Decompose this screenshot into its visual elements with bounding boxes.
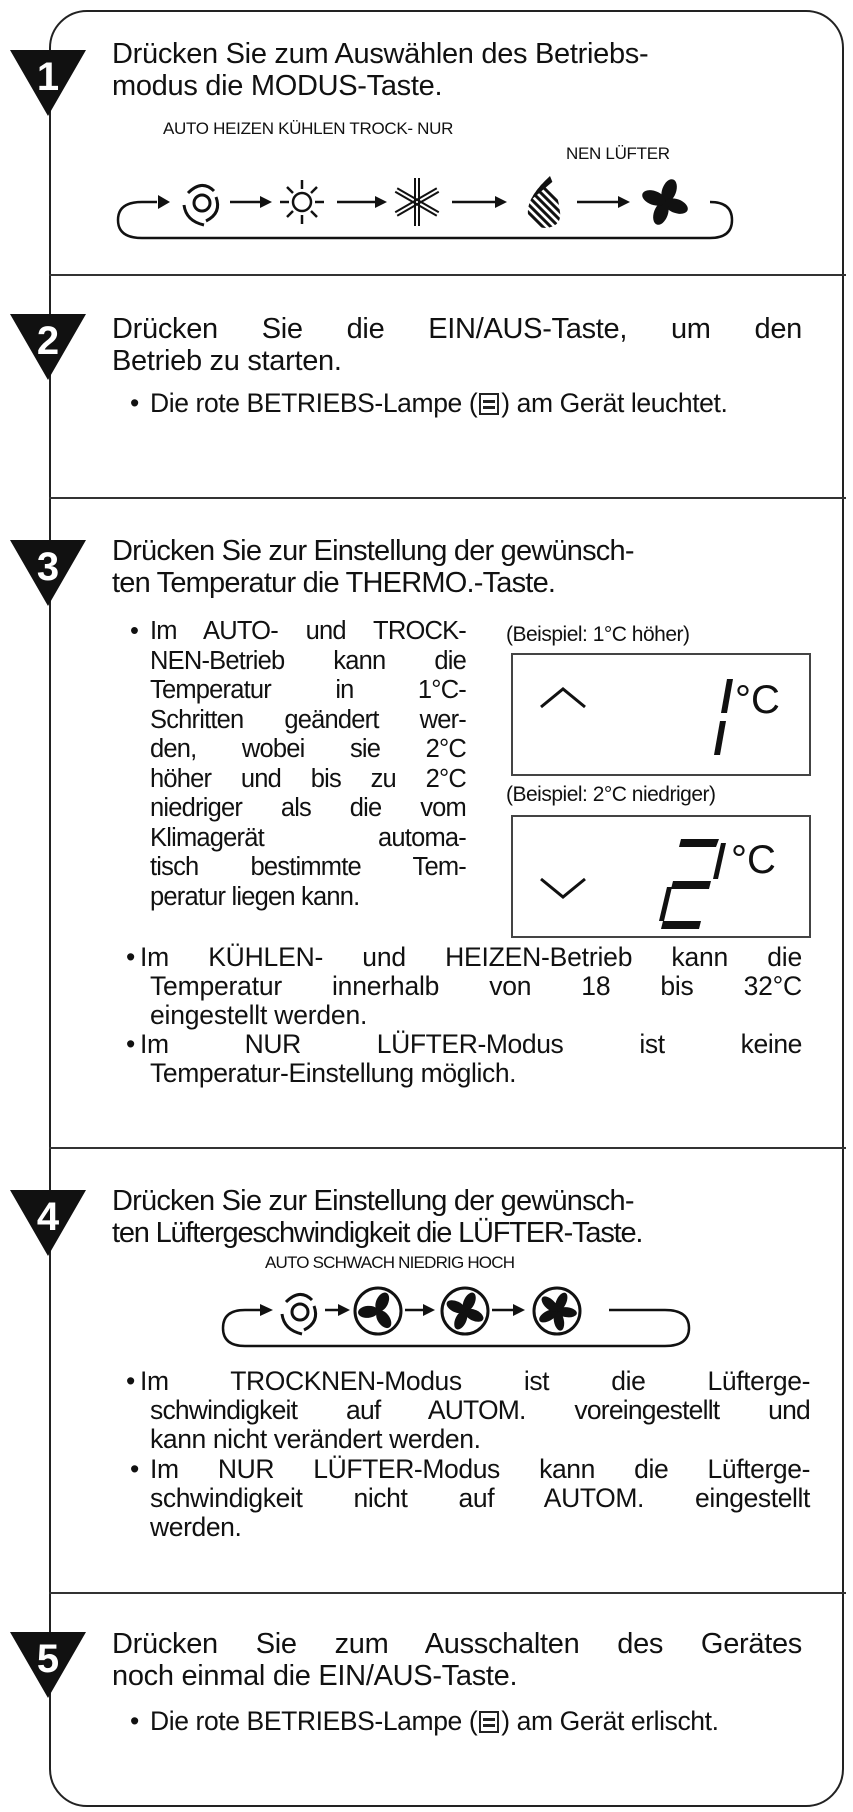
unit-celsius: °C [735,678,780,722]
bullet-line: tisch bestimmte Tem- [150,853,466,881]
step-3-bullet-cool-heat [126,942,802,1030]
lcd-digit-2 [659,839,726,929]
bullet-text-before: Die rote BETRIEBS-Lampe ( [150,1706,478,1736]
step-badge-4 [8,1188,88,1258]
lcd-display-higher [511,653,811,776]
bullet-line: den, wobei sie 2°C [150,735,466,763]
fan-icon [640,177,690,227]
auto-swirl-icon [184,185,218,225]
bullet-line: Temperatur innerhalb von 18 bis 32°C [150,971,802,1001]
bullet-dot: • [130,388,139,418]
heading-line: noch einmal die EIN/AUS-Taste. [112,1660,518,1692]
step-4-heading [112,1185,802,1249]
step-badge-1 [8,48,88,118]
operation-lamp-icon [479,1711,499,1733]
step-1-heading [112,38,802,102]
heading-line: Drücken Sie zur Einstellung der gewünsch- [112,1185,634,1217]
mode-labels-row1: AUTO HEIZEN KÜHLEN TROCK- NUR [163,119,454,138]
arrow-down-icon [541,879,585,897]
divider-3-4 [49,1147,846,1149]
heading-line: modus die MODUS-Taste. [112,70,443,102]
fan-low-icon [353,1288,401,1334]
step-2-bullet [130,388,800,418]
bullet-line: werden. [150,1512,242,1542]
heading-line: Drücken Sie zur Einstellung der gewünsch- [112,535,634,567]
step-number-5: 5 [36,1637,60,1681]
bullet-line: Im NUR LÜFTER-Modus kann die Lüfterge- [150,1454,810,1484]
bullet-line: höher und bis zu 2°C [150,764,466,793]
step-4-bullet-fan-only [130,1454,810,1542]
bullet-line: Temperatur-Einstellung möglich. [150,1058,517,1088]
step-3-bullet-auto [130,617,466,912]
mode-cycle-diagram [112,165,752,245]
bullet-dot: • [130,617,139,645]
bullet-line: NEN-Betrieb kann die [150,646,466,675]
unit-celsius: °C [731,838,776,882]
snowflake-icon [395,178,439,226]
heading-line: Drücken Sie zum Ausschalten des Gerätes [112,1628,802,1660]
bullet-line: peratur liegen kann. [150,882,360,911]
bullet-dot: • [126,942,136,972]
heading-line: Drücken Sie zum Auswählen des Betriebs- [112,38,649,70]
heading-line: Betrieb zu starten. [112,345,342,377]
step-badge-2 [8,312,88,382]
step-number-2: 2 [36,319,60,363]
fan-speed-cycle-diagram [215,1280,715,1360]
bullet-line: Im NUR LÜFTER-Modus ist keine [140,1029,802,1059]
heading-line: ten Lüftergeschwindigkeit die LÜFTER-Taste. [112,1217,643,1249]
drop-icon [524,168,564,245]
bullet-line: eingestellt werden. [150,1000,368,1030]
divider-4-5 [49,1592,846,1594]
step-3-heading [112,535,802,599]
bullet-line: schwindigkeit auf AUTOM. voreingestellt und [150,1395,810,1425]
divider-1-2 [49,274,846,276]
bullet-text-after: ) am Gerät erlischt. [501,1706,719,1736]
fan-medium-icon [442,1288,488,1334]
bullet-line: Klimagerät automa- [150,823,466,852]
bullet-dot: • [130,1706,139,1736]
bullet-line: kann nicht verändert werden. [150,1424,481,1454]
step-3-bullet-fan-only [126,1029,802,1088]
bullet-line: niedriger als die vom [150,794,466,822]
bullet-dot: • [130,1454,139,1484]
bullet-line: Im KÜHLEN- und HEIZEN-Betrieb kann die [140,942,802,972]
example-caption-higher: (Beispiel: 1°C höher) [506,623,690,646]
bullet-line: Schritten geändert wer- [150,705,466,734]
step-badge-3 [8,538,88,608]
bullet-text-after: ) am Gerät leuchtet. [501,388,728,418]
example-caption-lower: (Beispiel: 2°C niedriger) [506,783,716,806]
bullet-dot: • [126,1029,135,1059]
sun-icon [280,180,324,224]
step-number-4: 4 [36,1195,60,1239]
step-number-1: 1 [36,55,60,99]
bullet-line: Im AUTO- und TROCK- [150,617,466,645]
step-number-3: 3 [36,545,60,589]
arrow-up-icon [541,689,585,707]
bullet-line: Im TROCKNEN-Modus ist die Lüfterge- [140,1366,810,1396]
step-5-heading [112,1628,802,1692]
bullet-line: schwindigkeit nicht auf AUTOM. eingestellt [150,1483,810,1513]
step-2-heading [112,313,802,377]
heading-line: Drücken Sie die EIN/AUS-Taste, um den [112,313,802,345]
heading-line: ten Temperatur die THERMO.-Taste. [112,567,556,599]
step-5-bullet [130,1706,800,1736]
fan-speed-labels: AUTO SCHWACH NIEDRIG HOCH [265,1253,515,1272]
fan-high-icon [534,1288,580,1335]
mode-labels-row2: NEN LÜFTER [566,144,670,163]
auto-swirl-icon [282,1294,316,1334]
operation-lamp-icon [479,393,499,415]
bullet-text-before: Die rote BETRIEBS-Lampe ( [150,388,478,418]
step-badge-5 [8,1630,88,1700]
step-4-bullet-dry [126,1366,810,1454]
bullet-dot: • [126,1366,135,1396]
lcd-digit-1 [714,679,733,755]
divider-2-3 [49,497,846,499]
bullet-line: Temperatur in 1°C- [150,676,466,704]
lcd-display-lower [511,815,811,938]
